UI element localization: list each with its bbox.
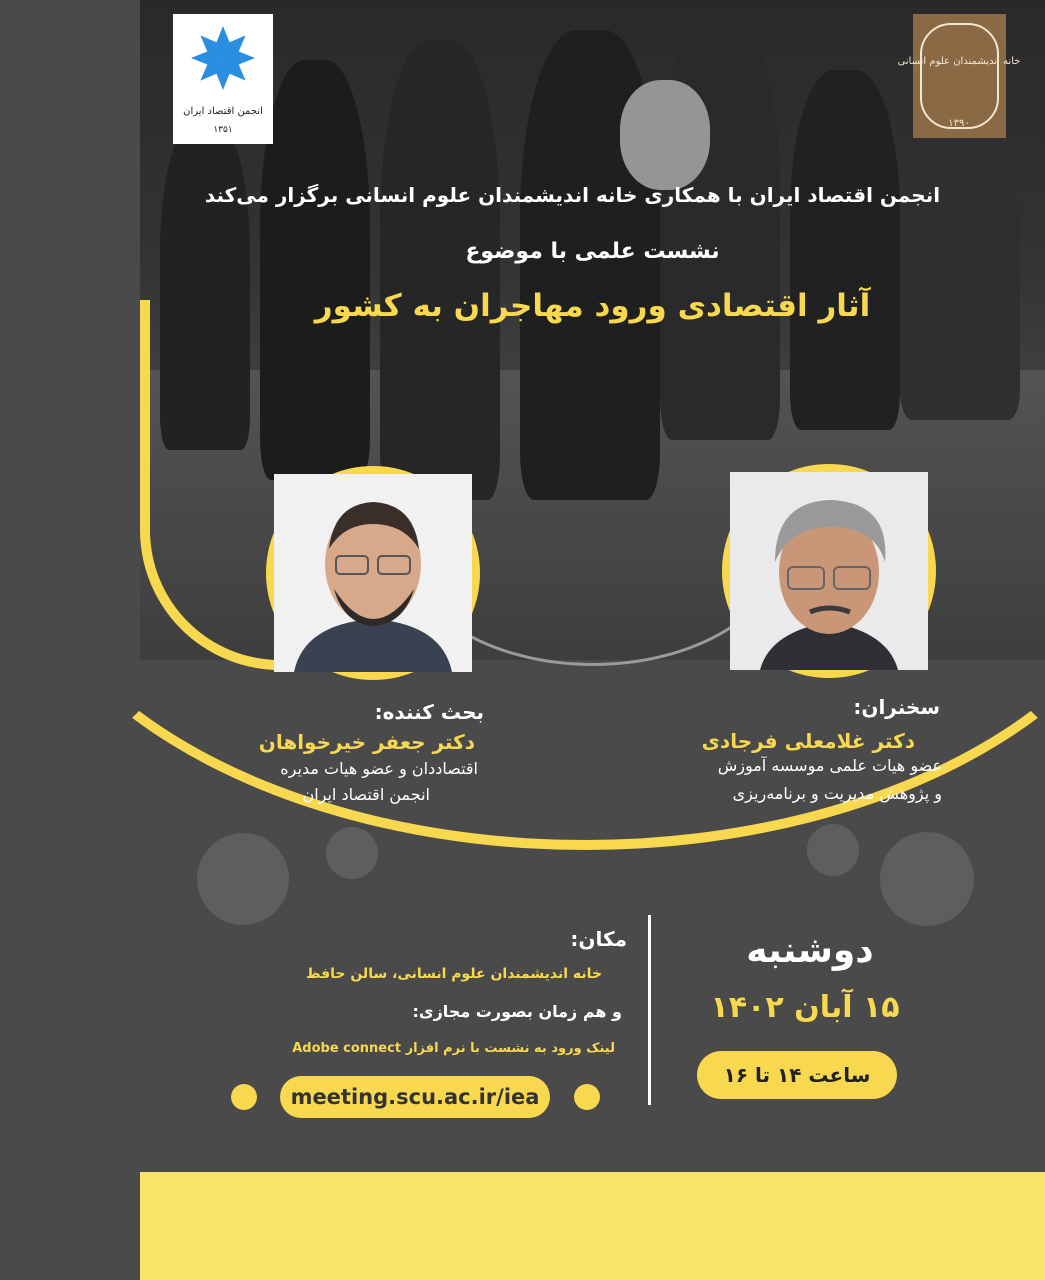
- event-date: ۱۵ آبان ۱۴۰۲: [710, 990, 900, 1025]
- speaker-role: سخنران:: [853, 695, 940, 719]
- location-virtual: و هم زمان بصورت مجازی:: [412, 1002, 622, 1021]
- discussant-role: بحث کننده:: [374, 700, 484, 724]
- decor-dot: [574, 1084, 600, 1110]
- scholars-house-logo: [897, 14, 1021, 138]
- speaker-desc-1: عضو هیات علمی موسسه آموزش: [717, 756, 942, 775]
- discussant-name: دکتر جعفر خیرخواهان: [258, 730, 475, 754]
- location-link-note: لینک ورود به نشست با نرم افزار Adobe connect: [292, 1041, 615, 1056]
- decor-circle: [880, 832, 974, 926]
- decor-circle: [197, 833, 289, 925]
- discussant-desc-2: انجمن اقتصاد ایران: [302, 785, 430, 804]
- decor-circle: [326, 827, 378, 879]
- location-title: مکان:: [570, 927, 627, 951]
- right-logo-text: خانه اندیشمندان علوم انسانی: [897, 56, 1021, 67]
- subtitle: نشست علمی با موضوع: [465, 239, 720, 264]
- intro-text: انجمن اقتصاد ایران با همکاری خانه اندیشمندان علوم انسانی برگزار می‌کند: [204, 183, 941, 207]
- event-title: آثار اقتصادی ورود مهاجران به کشور: [314, 288, 871, 324]
- right-logo-year: ۱۳۹۰: [948, 118, 970, 129]
- location-place: خانه اندیشمندان علوم انسانی، سالن حافظ: [305, 966, 602, 982]
- left-logo-text: انجمن اقتصاد ایران: [183, 106, 263, 117]
- divider: [648, 915, 651, 1105]
- discussant-portrait: [266, 466, 480, 680]
- speaker-desc-2: و پژوهش مدیریت و برنامه‌ریزی: [732, 784, 942, 803]
- speaker-portrait: [722, 464, 936, 678]
- left-logo-year: ۱۳۵۱: [213, 125, 233, 135]
- discussant-desc-1: اقتصاددان و عضو هیات مدیره: [280, 759, 478, 778]
- event-time: ساعت ۱۴ تا ۱۶: [697, 1051, 897, 1099]
- event-day: دوشنبه: [746, 930, 874, 971]
- decor-circle: [807, 824, 859, 876]
- iran-economic-association-logo: [173, 14, 273, 144]
- speaker-name: دکتر غلامعلی فرجادی: [701, 729, 915, 753]
- meeting-link[interactable]: meeting.scu.ac.ir/iea: [280, 1076, 550, 1118]
- decor-dot: [231, 1084, 257, 1110]
- footer-band: [140, 1172, 1045, 1280]
